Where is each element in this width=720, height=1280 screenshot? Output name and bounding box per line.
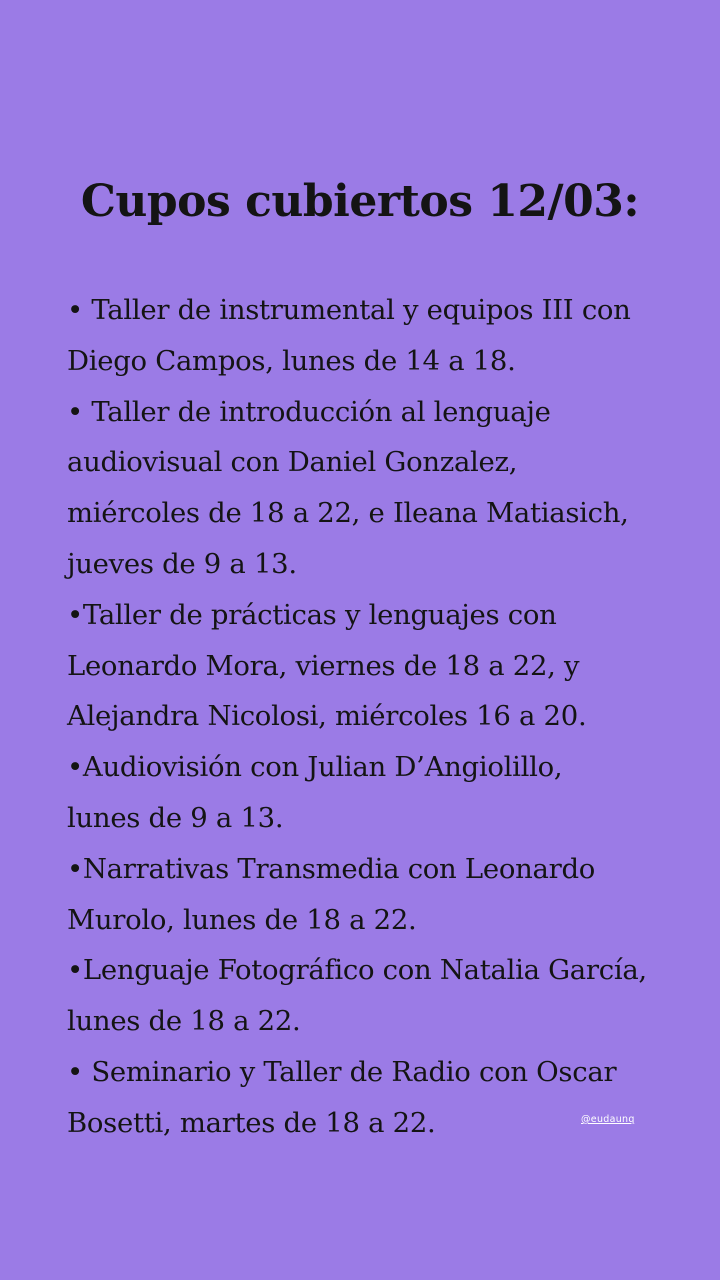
list-item-line: Bosetti, martes de 18 a 22. <box>67 1106 436 1139</box>
list-item <box>67 844 707 946</box>
list-item-line: lunes de 9 a 13. <box>67 801 284 834</box>
list-item-line: lunes de 18 a 22. <box>67 1005 301 1038</box>
list-item-line: jueves de 9 a 13. <box>67 547 297 580</box>
list-item <box>67 387 707 590</box>
list-item-line: •Taller de prácticas y lenguajes con <box>67 598 557 631</box>
mention-sticker[interactable]: @eudaunq <box>581 1114 635 1125</box>
list-item-line: Leonardo Mora, viernes de 18 a 22, y <box>67 649 580 682</box>
list-item-line: Diego Campos, lunes de 14 a 18. <box>67 344 516 377</box>
list-item-line: •Audiovisión con Julian D’Angiolillo, <box>67 751 563 784</box>
list-item-line: miércoles de 18 a 22, e Ileana Matiasich, <box>67 497 629 530</box>
list-item <box>67 285 707 387</box>
list-item <box>67 590 707 742</box>
list-item <box>67 742 707 844</box>
list-item-line: •Lenguaje Fotográfico con Natalia García, <box>67 954 647 987</box>
list-item-line: • Taller de introducción al lenguaje <box>67 395 551 428</box>
course-list <box>67 285 707 1149</box>
list-item-line: •Narrativas Transmedia con Leonardo <box>67 852 596 885</box>
list-item-line: Alejandra Nicolosi, miércoles 16 a 20. <box>67 700 587 733</box>
list-item-line: Murolo, lunes de 18 a 22. <box>67 903 417 936</box>
list-item-line: • Seminario y Taller de Radio con Oscar <box>67 1055 617 1088</box>
list-item-line: • Taller de instrumental y equipos III con <box>67 294 631 326</box>
page-title: Cupos cubiertos 12/03: <box>80 176 640 227</box>
list-item-line: audiovisual con Daniel Gonzalez, <box>67 446 518 479</box>
list-item <box>67 1047 707 1149</box>
list-item <box>67 945 707 1047</box>
